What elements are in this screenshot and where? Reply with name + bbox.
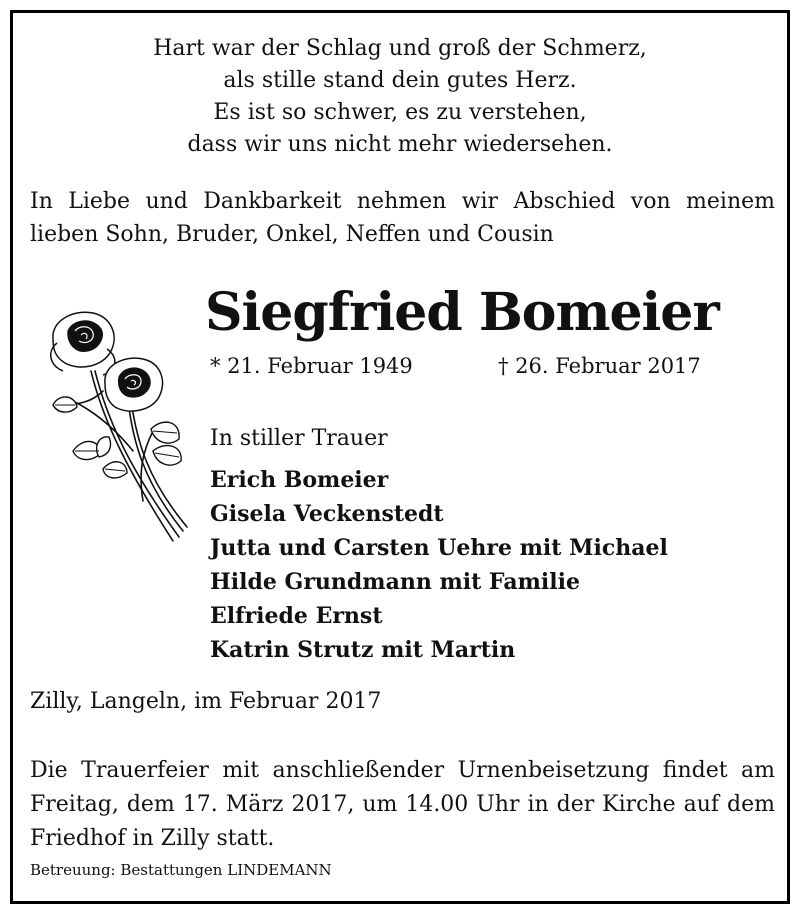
mourner-name: Gisela Veckenstedt [210,501,444,527]
mourners-list [210,463,668,667]
mourner-name: Elfriede Ernst [210,603,383,629]
mourner-name: Jutta und Carsten Uehre mit Michael [210,535,668,561]
funeral-home-credit: Betreuung: Bestattungen LINDEMANN [30,861,332,879]
memorial-poem [13,33,787,161]
place-and-date: Zilly, Langeln, im Februar 2017 [30,689,382,714]
deceased-name: Siegfried Bomeier [205,282,719,343]
death-date: † 26. Februar 2017 [498,354,701,378]
poem-line: Es ist so schwer, es zu verstehen, [213,100,587,125]
poem-line: dass wir uns nicht mehr wiedersehen. [187,132,613,157]
obituary-notice [10,10,790,904]
poem-line: Hart war der Schlag und groß der Schmerz, [153,36,647,61]
birth-date: * 21. Februar 1949 [210,354,413,378]
mourner-name: Hilde Grundmann mit Familie [210,569,580,595]
mourning-heading: In stiller Trauer [210,426,388,451]
ceremony-details: Die Trauerfeier mit anschließender Urnenbeisetzung findet am Freitag, dem 17. März 2017, um 14.00 Uhr in der Kirche auf dem Friedhof in Zilly statt. [30,758,775,851]
farewell-intro: In Liebe und Dankbarkeit nehmen wir Abschied von meinem lieben Sohn, Bruder, Onkel, Neffen und Cousin [30,189,775,247]
mourner-name: Erich Bomeier [210,467,389,493]
poem-line: als stille stand dein gutes Herz. [223,68,577,93]
rose-icon [33,301,193,561]
mourner-name: Katrin Strutz mit Martin [210,637,516,663]
